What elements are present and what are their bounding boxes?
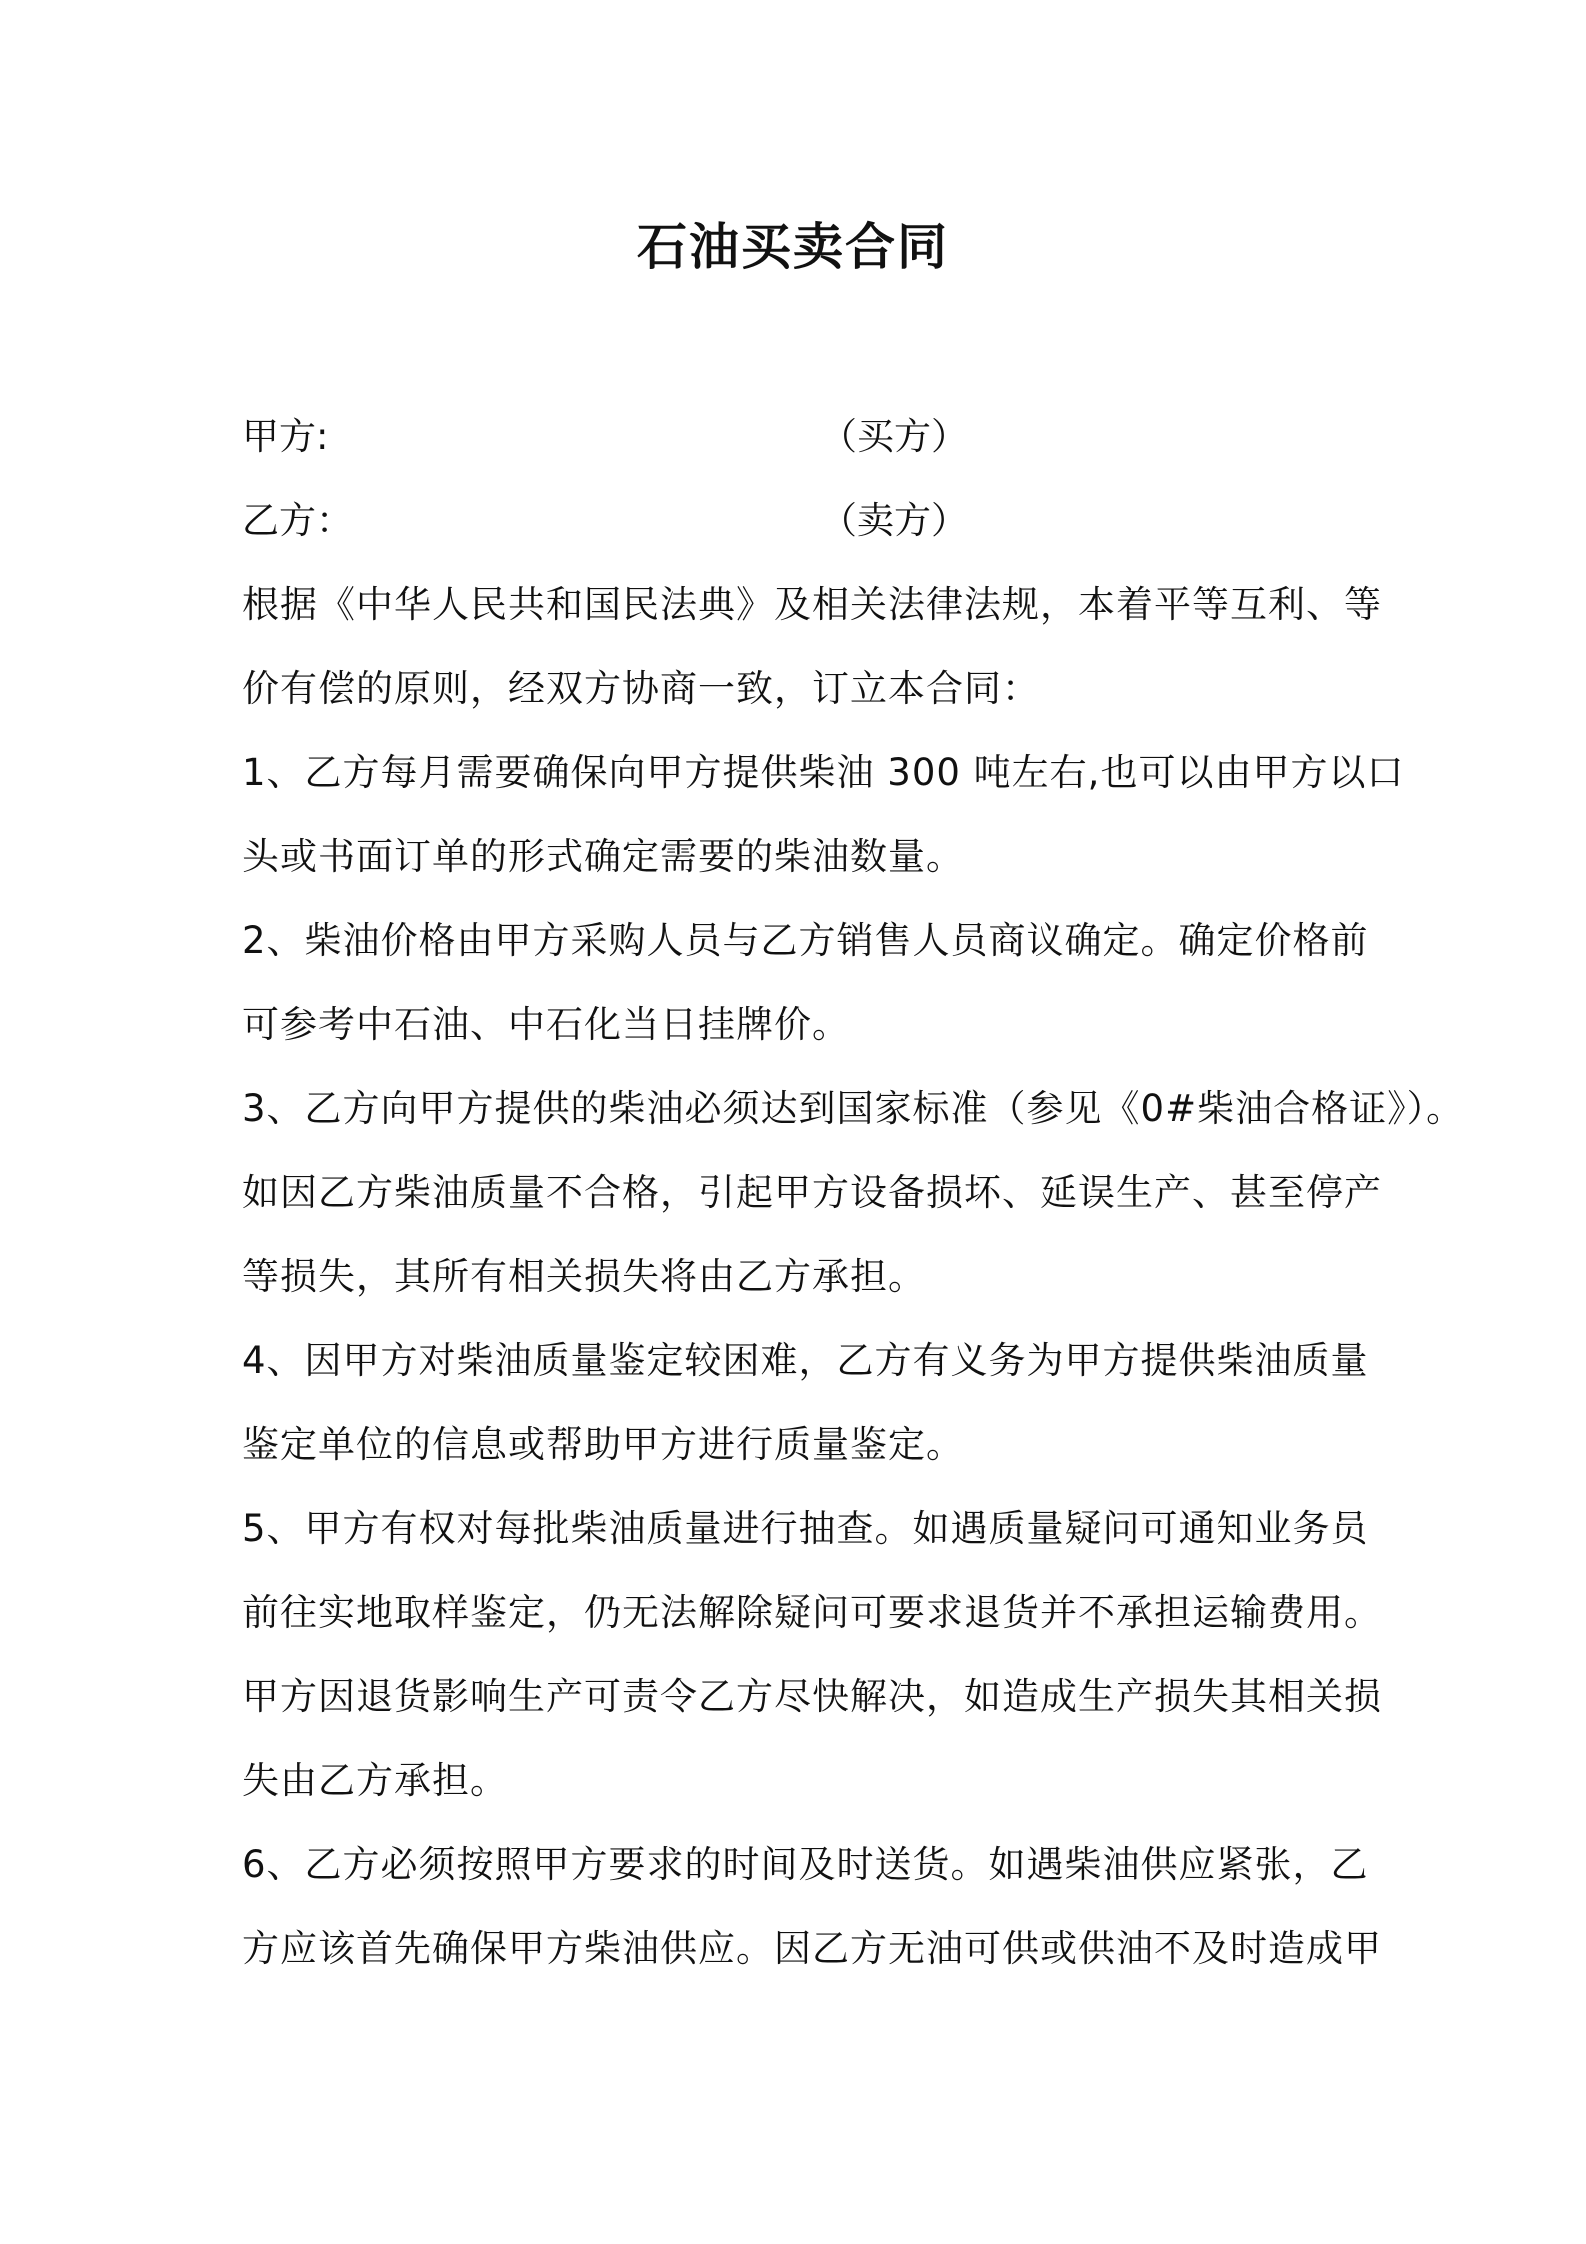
text-line: 价有偿的原则，经双方协商一致，订立本合同： xyxy=(242,667,1040,710)
text-line: 如因乙方柴油质量不合格，引起甲方设备损坏、延误生产、甚至停产 xyxy=(242,1171,1382,1214)
party-b-role: （卖方） xyxy=(820,499,968,542)
text-line: 等损失，其所有相关损失将由乙方承担。 xyxy=(242,1255,926,1298)
text-line: 可参考中石油、中石化当日挂牌价。 xyxy=(242,1003,850,1046)
text-line: 根据《中华人民共和国民法典》及相关法律法规，本着平等互利、等 xyxy=(242,583,1382,626)
text-line: 头或书面订单的形式确定需要的柴油数量。 xyxy=(242,835,964,878)
party-a-label: 甲方: xyxy=(242,415,329,458)
document-title: 石油买卖合同 xyxy=(637,218,949,276)
text-line: 3、乙方向甲方提供的柴油必须达到国家标准（参见《0#柴油合格证》）。 xyxy=(242,1087,1465,1130)
text-line: 6、乙方必须按照甲方要求的时间及时送货。如遇柴油供应紧张，乙 xyxy=(242,1843,1369,1886)
text-line: 甲方因退货影响生产可责令乙方尽快解决，如造成生产损失其相关损 xyxy=(242,1675,1382,1718)
text-line: 2、柴油价格由甲方采购人员与乙方销售人员商议确定。确定价格前 xyxy=(242,919,1369,962)
party-a-role: （买方） xyxy=(820,415,968,458)
text-line: 方应该首先确保甲方柴油供应。因乙方无油可供或供油不及时造成甲 xyxy=(242,1927,1382,1970)
text-line: 鉴定单位的信息或帮助甲方进行质量鉴定。 xyxy=(242,1423,964,1466)
text-line: 1、乙方每月需要确保向甲方提供柴油 300 吨左右,也可以由甲方以口 xyxy=(242,751,1405,794)
party-b-label: 乙方： xyxy=(242,499,353,542)
text-line: 前往实地取样鉴定，仍无法解除疑问可要求退货并不承担运输费用。 xyxy=(242,1591,1382,1634)
text-line: 5、甲方有权对每批柴油质量进行抽查。如遇质量疑问可通知业务员 xyxy=(242,1507,1369,1550)
text-line: 失由乙方承担。 xyxy=(242,1759,508,1802)
text-line: 4、因甲方对柴油质量鉴定较困难，乙方有义务为甲方提供柴油质量 xyxy=(242,1339,1369,1382)
